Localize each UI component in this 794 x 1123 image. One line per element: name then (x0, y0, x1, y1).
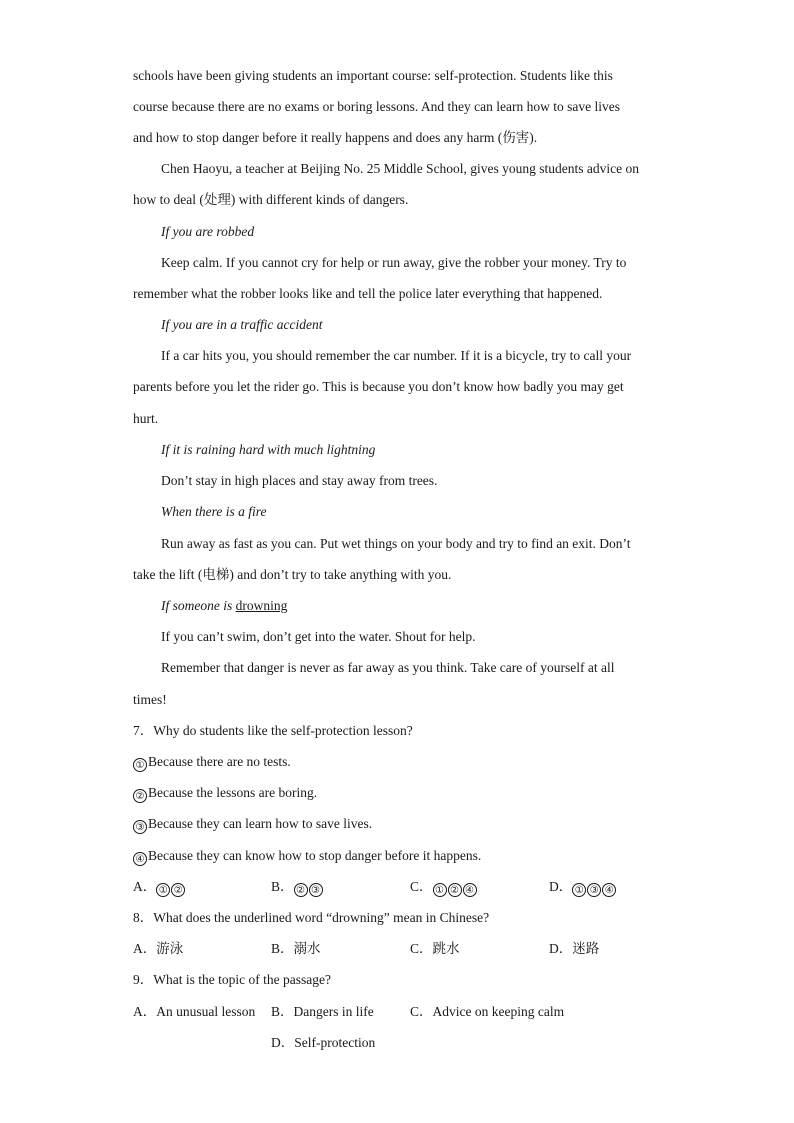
passage-line: course because there are no exams or boring lessons. And they can learn how to save lives (133, 99, 620, 114)
q9-option-d[interactable]: D．Self-protection (271, 1035, 376, 1050)
passage-line: If you can’t swim, don’t get into the water. Shout for help. (161, 629, 476, 644)
q9-option-a[interactable]: A．An unusual lesson (133, 1004, 256, 1019)
section-heading: When there is a fire (161, 504, 267, 519)
option-letter: C． (410, 879, 433, 894)
circled-number: ③ (587, 883, 601, 897)
circled-number: ① (133, 758, 147, 772)
heading-prefix: If someone is (161, 598, 236, 613)
circled-number: ③ (133, 820, 147, 834)
q7-option-a[interactable] (133, 878, 186, 897)
passage-line: times! (133, 692, 167, 707)
section-heading: If it is raining hard with much lightning (161, 442, 376, 457)
statement-3 (133, 815, 372, 834)
underlined-word: drowning (235, 598, 288, 613)
circled-number: ② (294, 883, 308, 897)
circled-number: ④ (133, 852, 147, 866)
option-letter: B． (271, 879, 294, 894)
q7-option-b[interactable] (271, 878, 324, 897)
passage-line: Chen Haoyu, a teacher at Beijing No. 25 Middle School, gives young students advice on (161, 161, 640, 176)
statement-1 (133, 753, 291, 772)
q8-option-c[interactable]: C．跳水 (410, 941, 460, 956)
q9-option-c[interactable]: C．Advice on keeping calm (410, 1004, 565, 1019)
q8-option-a[interactable]: A．游泳 (133, 941, 184, 956)
statement-text: Because they can learn how to save lives. (148, 816, 373, 831)
q8-option-d[interactable]: D．迷路 (549, 941, 600, 956)
section-heading: If you are robbed (161, 224, 255, 239)
statement-2 (133, 784, 317, 803)
q7-option-c[interactable] (410, 878, 478, 897)
q9-option-b[interactable]: B．Dangers in life (271, 1004, 374, 1019)
circled-number: ② (133, 789, 147, 803)
passage-line: take the lift (电梯) and don’t try to take anything with you. (133, 567, 452, 582)
passage-line: Run away as fast as you can. Put wet things on your body and try to find an exit. Don’t (161, 536, 631, 551)
passage-line: how to deal (处理) with different kinds of dangers. (133, 192, 409, 207)
section-heading (161, 597, 287, 615)
passage-line: parents before you let the rider go. This is because you don’t know how badly you may get (133, 379, 624, 394)
passage-line: Remember that danger is never as far away as you think. Take care of yourself at all (161, 660, 615, 675)
q7-option-d[interactable] (549, 878, 617, 897)
passage-line: Keep calm. If you cannot cry for help or run away, give the robber your money. Try to (161, 255, 627, 270)
option-letter: A． (133, 879, 157, 894)
statement-text: Because they can know how to stop danger before it happens. (148, 848, 482, 863)
circled-number: ④ (463, 883, 477, 897)
passage-line: schools have been giving students an important course: self-protection. Students like this (133, 68, 613, 83)
passage-line: Don’t stay in high places and stay away from trees. (161, 473, 438, 488)
option-letter: D． (549, 879, 573, 894)
circled-number: ① (156, 883, 170, 897)
section-heading: If you are in a traffic accident (161, 317, 323, 332)
statement-text: Because there are no tests. (148, 754, 291, 769)
statement-4 (133, 847, 481, 866)
circled-number: ① (433, 883, 447, 897)
passage-line: If a car hits you, you should remember the car number. If it is a bicycle, try to call your (161, 348, 632, 363)
circled-number: ④ (602, 883, 616, 897)
statement-text: Because the lessons are boring. (148, 785, 318, 800)
question-8-stem: 8．What does the underlined word “drowning” mean in Chinese? (133, 910, 490, 925)
circled-number: ② (171, 883, 185, 897)
circled-number: ③ (309, 883, 323, 897)
circled-number: ② (448, 883, 462, 897)
question-9-stem: 9．What is the topic of the passage? (133, 972, 331, 987)
passage-line: remember what the robber looks like and tell the police later everything that happened. (133, 286, 603, 301)
circled-number: ① (572, 883, 586, 897)
passage-line: hurt. (133, 411, 159, 426)
passage-line: and how to stop danger before it really happens and does any harm (伤害). (133, 130, 538, 145)
question-7-stem: 7．Why do students like the self-protection lesson? (133, 723, 413, 738)
q8-option-b[interactable]: B．溺水 (271, 941, 321, 956)
